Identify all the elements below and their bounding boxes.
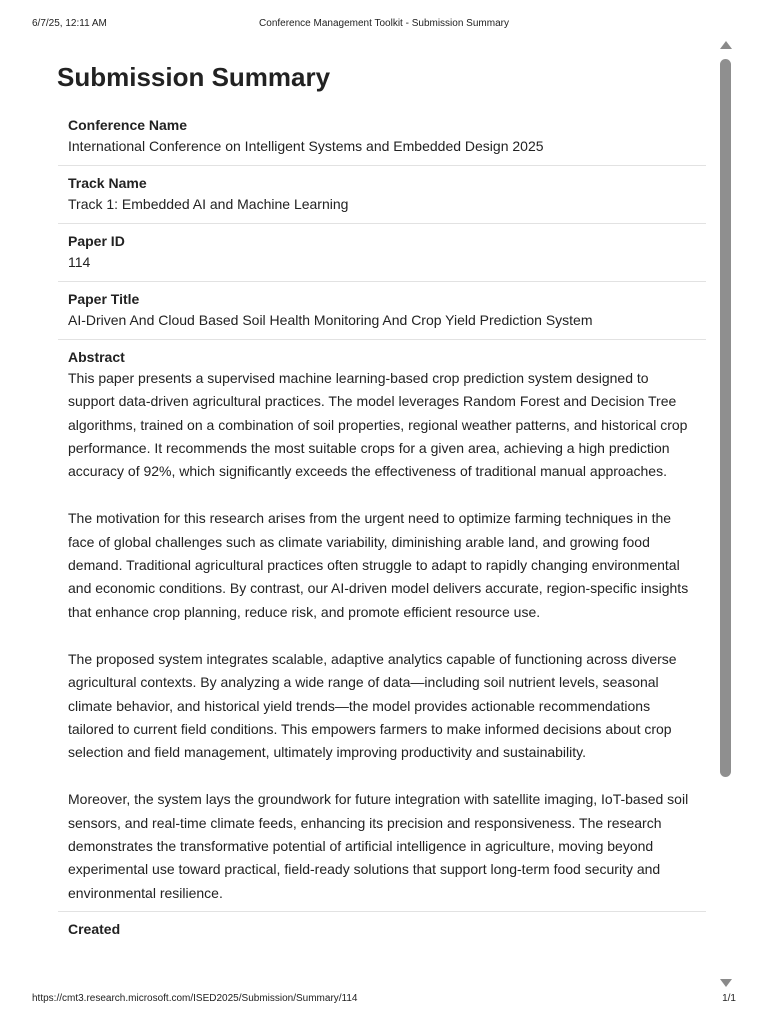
track-name-value: Track 1: Embedded AI and Machine Learning <box>68 196 349 212</box>
print-page-title: Conference Management Toolkit - Submission Summary <box>259 18 509 29</box>
scroll-down-arrow-icon[interactable] <box>720 979 732 987</box>
abstract-label: Abstract <box>68 349 125 365</box>
print-url: https://cmt3.research.microsoft.com/ISED2025/Submission/Summary/114 <box>32 993 358 1004</box>
abstract-paragraph: The motivation for this research arises from the urgent need to optimize farming techniques in the face of global challenges such as climate variability, diminishing arable land, and growing food demand. Traditional agricultural practices often struggle to adapt to rapidly changing environmental and economic conditions. By contrast, our AI-driven model delivers accurate, region-specific insights that enhance crop planning, reduce risk, and promote efficient resource use. <box>68 510 689 620</box>
print-page-count: 1/1 <box>722 993 736 1004</box>
paper-id-field <box>58 224 706 282</box>
track-name-label: Track Name <box>68 175 147 191</box>
paper-title-value: AI-Driven And Cloud Based Soil Health Monitoring And Crop Yield Prediction System <box>68 312 593 328</box>
track-name-field <box>58 166 706 224</box>
paper-title-field <box>58 282 706 340</box>
paper-id-value: 114 <box>68 254 91 270</box>
print-header <box>32 18 736 32</box>
conference-name-label: Conference Name <box>68 117 188 133</box>
scroll-up-arrow-icon[interactable] <box>720 41 732 49</box>
print-footer <box>32 993 736 1007</box>
created-field <box>58 912 706 946</box>
abstract-field <box>58 340 706 912</box>
paper-title-label: Paper Title <box>68 291 140 307</box>
submission-summary <box>58 108 706 946</box>
abstract-paragraph: Moreover, the system lays the groundwork for future integration with satellite imaging, IoT-based soil sensors, and real-time climate feeds, enhancing its precision and responsiveness. The research demonstrates the transformative potential of artificial intelligence in agriculture, moving beyond experimental use toward practical, field-ready solutions that support long-term food security and environmental resilience. <box>68 791 689 901</box>
vertical-scrollbar[interactable] <box>716 40 736 988</box>
paper-id-label: Paper ID <box>68 233 125 249</box>
scrollbar-thumb[interactable] <box>720 59 731 777</box>
abstract-paragraph: The proposed system integrates scalable, adaptive analytics capable of functioning across diverse agricultural contexts. By analyzing a wide range of data—including soil nutrient levels, seasonal climate behavior, and historical yield trends—the model provides actionable recommendations tailored to current field conditions. This empowers farmers to make informed decisions about crop selection and field management, ultimately improving productivity and sustainability. <box>68 650 677 761</box>
abstract-paragraph: This paper presents a supervised machine learning-based crop prediction system designed to support data-driven agricultural practices. The model leverages Random Forest and Decision Tree algorithms, trained on a combination of soil properties, regional weather patterns, and historical crop performance. It recommends the most suitable crops for a given area, achieving a high prediction accuracy of 92%, which significantly exceeds the effectiveness of traditional manual approaches. <box>68 370 688 480</box>
conference-name-field <box>58 108 706 166</box>
conference-name-value: International Conference on Intelligent Systems and Embedded Design 2025 <box>68 138 544 154</box>
created-label: Created <box>68 920 121 937</box>
print-date: 6/7/25, 12:11 AM <box>32 18 107 29</box>
page-title: Submission Summary <box>57 62 331 92</box>
